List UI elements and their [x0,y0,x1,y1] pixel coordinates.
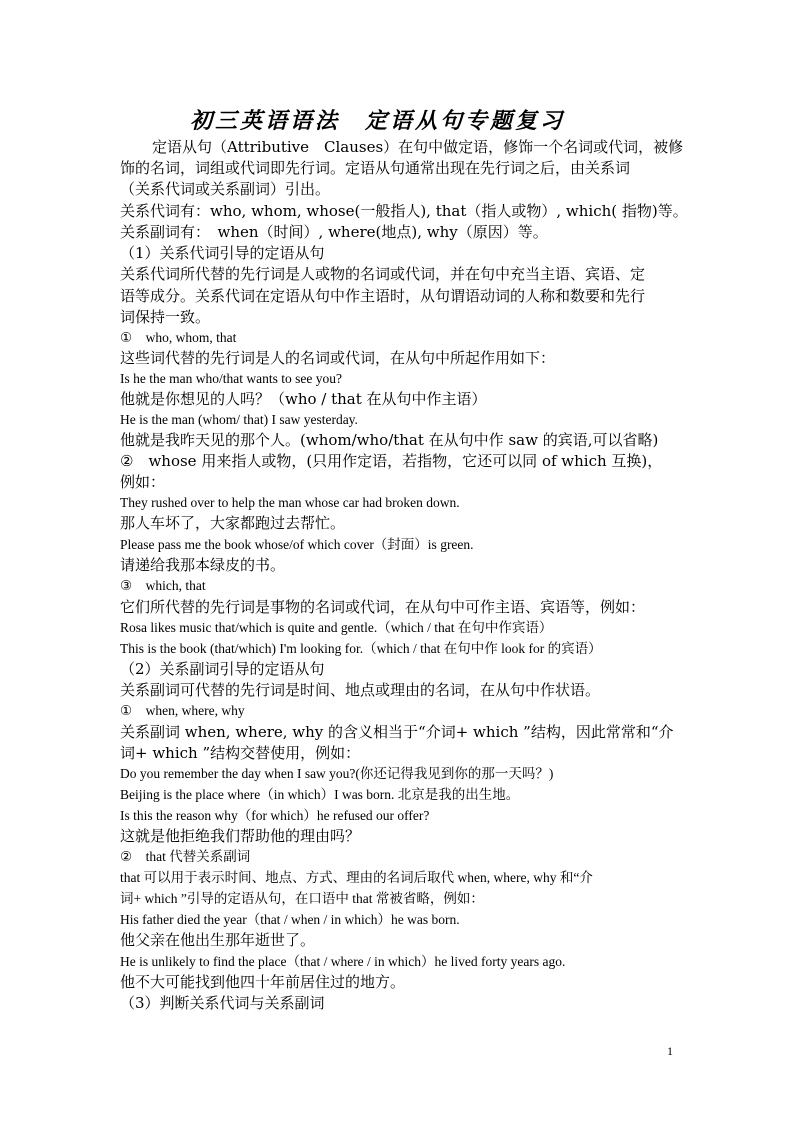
text-line: 它们所代替的先行词是事物的名词或代词，在从句中可作主语、宾语等，例如： [120,598,646,616]
text-line: （2）关系副词引导的定语从句 [120,660,325,678]
text-line: 那人车坏了，大家都跑过去帮忙。 [120,514,346,532]
text-line: He is the man (whom/ that) I saw yesterday. [120,412,358,427]
text-line: Is he the man who/that wants to see you? [120,371,342,386]
text-line: 关系副词 when, where, why 的含义相当于“介词+ which ”结构，因此常常和“介 [120,723,674,741]
text-line: 这就是他拒绝我们帮助他的理由吗？ [120,827,361,845]
text-line: 词+ which ”引导的定语从句，在口语中 that 常被省略，例如： [120,891,484,906]
text-line: Do you remember the day when I saw you?(你还记得我见到你的那一天吗？) [120,766,554,781]
page-number: 1 [667,1044,673,1058]
text-line: ② whose 用来指人或物，(只用作定语，若指物，它还可以同 of which 互换)， [120,452,663,470]
text-line: Rosa likes music that/which is quite and gentle.（which / that 在句中作宾语） [120,620,553,635]
text-line: 他就是我昨天见的那个人。(whom/who/that 在从句中作 saw 的宾语,可以省略) [120,431,659,449]
text-line: 例如： [120,473,166,491]
text-line: （1）关系代词引导的定语从句 [120,244,325,262]
text-line: 语等成分。关系代词在定语从句中作主语时，从句谓语动词的人称和数要和先行 [120,287,646,305]
text-line: His father died the year（that / when / in which）he was born. [120,912,460,927]
text-line: that 可以用于表示时间、地点、方式、理由的名词后取代 when, where, why 和“介 [120,870,593,885]
text-line: He is unlikely to find the place（that / where / in which）he lived forty years ago. [120,954,566,969]
text-line: 他就是你想见的人吗？（who / that 在从句中作主语） [120,390,487,408]
text-line: 这些词代替的先行词是人的名词或代词，在从句中所起作用如下： [120,349,556,367]
text-line: They rushed over to help the man whose car had broken down. [120,495,460,510]
text-line: ① when, where, why [120,703,245,718]
text-line: Please pass me the book whose/of which cover（封面）is green. [120,537,474,552]
text-line: Beijing is the place where（in which）I was born. 北京是我的出生地。 [120,787,520,802]
text-line: 他父亲在他出生那年逝世了。 [120,931,316,949]
text-line: Is this the reason why（for which）he refused our offer? [120,808,430,823]
text-line: 词保持一致。 [120,308,211,326]
text-line: 关系副词可代替的先行词是时间、地点或理由的名词，在从句中作状语。 [120,681,601,699]
text-line: （关系代词或关系副词）引出。 [120,180,331,198]
document-title: 初三英语语法 定语从句专题复习 [190,108,566,134]
text-line: 定语从句（Attributive Clauses）在句中做定语，修饰一个名词或代词，被修 [152,138,684,156]
text-line: 饰的名词，词组或代词即先行词。定语从句通常出现在先行词之后，由关系词 [120,159,631,177]
text-line: 请递给我那本绿皮的书。 [120,556,286,574]
text-line: ② that 代替关系副词 [120,849,251,864]
text-line: ① who, whom, that [120,330,237,345]
text-line: 关系副词有： when（时间）, where(地点), why（原因）等。 [120,223,548,241]
text-line: 他不大可能找到他四十年前居住过的地方。 [120,973,406,991]
text-line: ③ which, that [120,578,206,593]
text-line: （3）判断关系代词与关系副词 [120,994,325,1012]
text-line: This is the book (that/which) I'm looking for.（which / that 在句中作 look for 的宾语） [120,641,602,656]
text-line: 词+ which ”结构交替使用，例如： [120,744,361,762]
text-line: 关系代词所代替的先行词是人或物的名词或代词，并在句中充当主语、宾语、定 [120,265,646,283]
text-line: 关系代词有：who, whom, whose(一般指人), that（指人或物）, which( 指物)等。 [120,202,688,220]
